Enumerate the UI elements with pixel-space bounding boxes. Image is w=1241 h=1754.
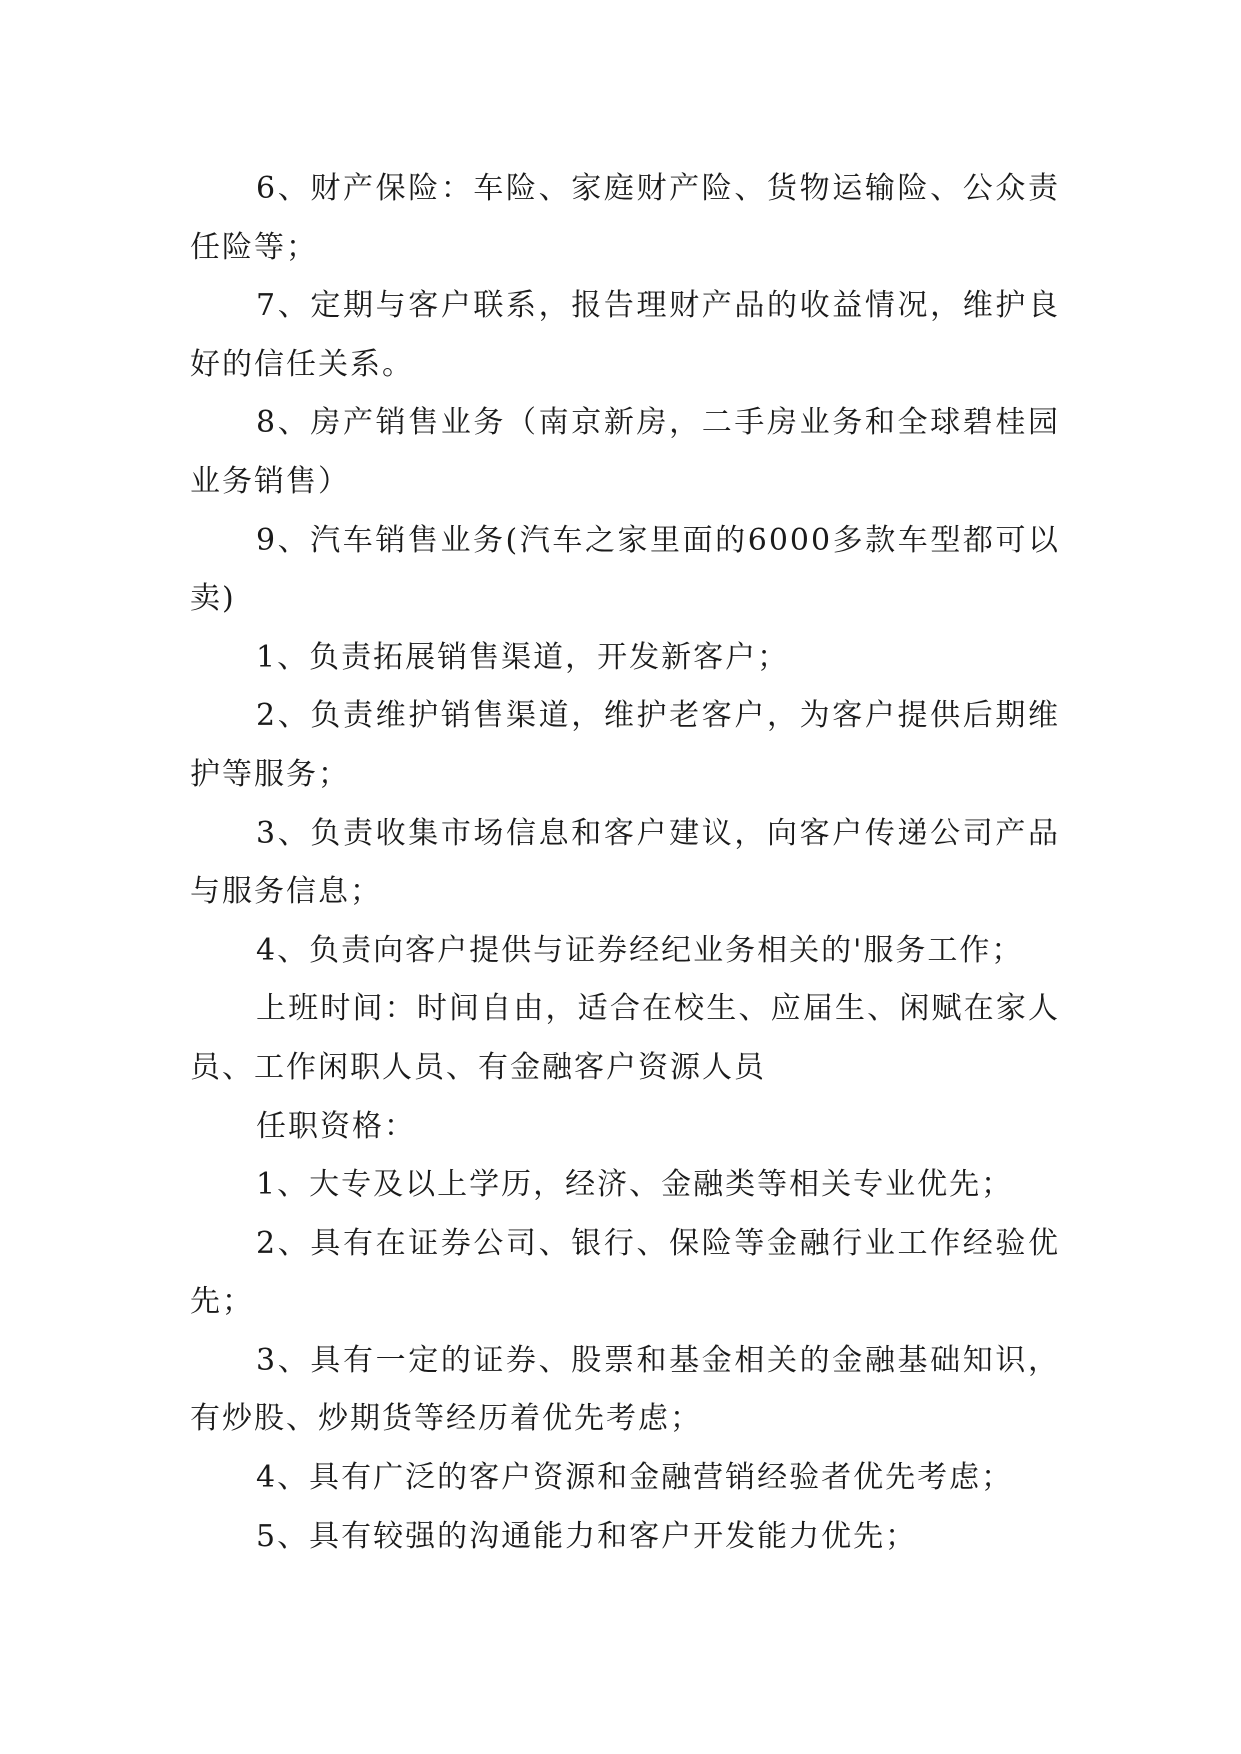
paragraph-qualifications-heading: 任职资格： — [256, 1108, 416, 1144]
paragraph-real-estate-sales: 8、房产销售业务（南京新房，二手房业务和全球碧桂园业务销售） — [190, 405, 1060, 499]
paragraph-car-sales: 9、汽车销售业务(汽车之家里面的6000多款车型都可以卖) — [190, 522, 1060, 617]
paragraph-duty-1: 1、负责拓展销售渠道，开发新客户； — [256, 639, 790, 675]
paragraph-client-contact: 7、定期与客户联系，报告理财产品的收益情况，维护良好的信任关系。 — [190, 288, 1060, 382]
document-body — [190, 160, 1060, 1566]
paragraph-qualification-1: 1、大专及以上学历，经济、金融类等相关专业优先； — [256, 1167, 1014, 1203]
paragraph-duty-3: 3、负责收集市场信息和客户建议，向客户传递公司产品与服务信息； — [190, 815, 1060, 910]
paragraph-qualification-2: 2、具有在证券公司、银行、保险等金融行业工作经验优先； — [190, 1225, 1060, 1320]
paragraph-qualification-4: 4、具有广泛的客户资源和金融营销经验者优先考虑； — [256, 1460, 1014, 1496]
paragraph-duty-2: 2、负责维护销售渠道，维护老客户，为客户提供后期维护等服务； — [190, 698, 1060, 792]
paragraph-qualification-5: 5、具有较强的沟通能力和客户开发能力优先； — [256, 1518, 918, 1554]
paragraph-qualification-3: 3、具有一定的证券、股票和基金相关的金融基础知识，有炒股、炒期货等经历着优先考虑； — [190, 1342, 1060, 1437]
paragraph-property-insurance: 6、财产保险：车险、家庭财产险、货物运输险、公众责任险等； — [190, 171, 1060, 265]
paragraph-work-hours: 上班时间：时间自由，适合在校生、应届生、闲赋在家人员、工作闲职人员、有金融客户资源人员 — [190, 991, 1060, 1085]
paragraph-duty-4: 4、负责向客户提供与证券经纪业务相关的'服务工作； — [256, 932, 1024, 968]
